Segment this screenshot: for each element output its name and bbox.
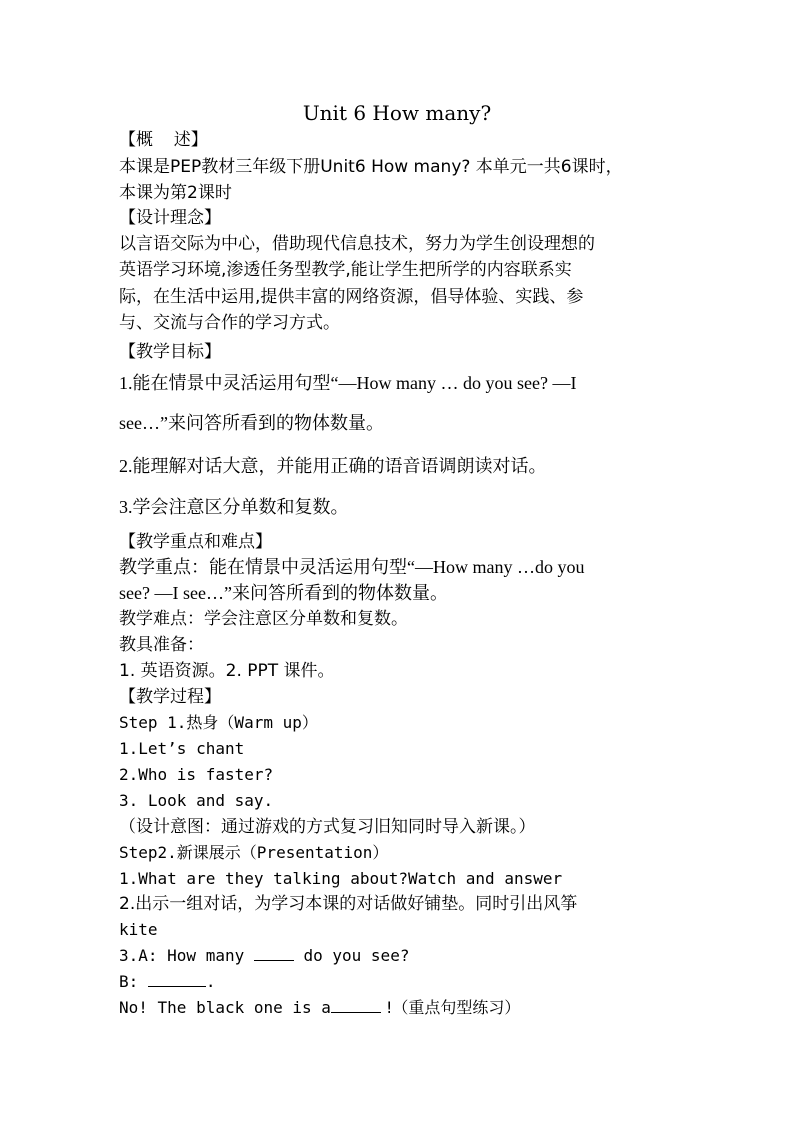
process-heading: 【教学过程】 <box>119 687 221 707</box>
dialog-question-start: 3.A: How many <box>119 946 254 965</box>
objective-2: 2.能理解对话大意，并能用正确的语音语调朗读对话。 <box>119 456 547 476</box>
keypoints-heading: 【教学重点和难点】 <box>119 532 272 552</box>
correction-start: No! The black one is a <box>119 998 331 1017</box>
design-text-line-2: 英语学习环境,渗透任务型教学,能让学生把所学的内容联系实 <box>119 260 572 280</box>
dialog-correction-line <box>119 995 682 1021</box>
objective-1-line-2: see…”来问答所看到的物体数量。 <box>119 413 384 433</box>
step2-title: Step2.新课展示（Presentation） <box>119 843 389 862</box>
answer-blank <box>254 946 294 961</box>
objectives-heading: 【教学目标】 <box>119 342 221 362</box>
step1-item-1: 1.Let’s chant <box>119 739 245 758</box>
objective-1-line-1: 1.能在情景中灵活运用句型“—How many … do you see? —I <box>119 373 577 393</box>
design-heading: 【设计理念】 <box>119 208 221 228</box>
step1-item-2: 2.Who is faster? <box>119 765 274 784</box>
step2-item-3 <box>119 943 682 969</box>
objective-3: 3.学会注意区分单数和复数。 <box>119 497 349 517</box>
answer-blank <box>331 998 381 1013</box>
keypoint-line-2: see? —I see…”来问答所看到的物体数量。 <box>119 583 448 603</box>
difficulty-text: 教学难点：学会注意区分单数和复数。 <box>119 609 408 629</box>
step1-title: Step 1.热身（Warm up） <box>119 713 318 732</box>
overview-heading-close: 述】 <box>173 130 208 150</box>
design-text-line-4: 与、交流与合作的学习方式。 <box>119 313 340 333</box>
step2-item-2-line-1: 2.出示一组对话，为学习本课的对话做好铺垫。同时引出风筝 <box>119 894 578 914</box>
aids-label: 教具准备： <box>119 635 204 655</box>
overview-text-line-1: 本课是PEP教材三年级下册Unit6 How many? 本单元一共6课时， <box>119 157 623 177</box>
overview-heading <box>119 127 682 153</box>
dialog-b-label: B: <box>119 972 148 991</box>
step1-item-3: 3. Look and say. <box>119 791 274 810</box>
step2-item-1: 1.What are they talking about?Watch and answer <box>119 869 563 888</box>
step2-item-2-line-2: kite <box>119 920 158 939</box>
dialog-question-end: do you see? <box>293 946 410 965</box>
overview-text-line-2: 本课为第2课时 <box>119 183 232 203</box>
design-text-line-3: 际，在生活中运用,提供丰富的网络资源，倡导体验、实践、参 <box>119 287 584 307</box>
aids-text: 1. 英语资源。2. PPT 课件。 <box>119 661 335 681</box>
step1-design-intent: （设计意图：通过游戏的方式复习旧知同时导入新课。） <box>119 817 536 837</box>
page-title: Unit 6 How many? <box>302 101 492 125</box>
correction-end: !（重点句型练习） <box>380 998 521 1017</box>
dialog-b-end: . <box>205 972 216 991</box>
keypoint-line-1: 教学重点：能在情景中灵活运用句型“—How many …do you <box>119 557 585 577</box>
answer-blank <box>148 972 206 987</box>
overview-heading-open: 【概 <box>119 130 153 150</box>
dialog-b-line <box>119 969 682 995</box>
design-text-line-1: 以言语交际为中心，借助现代信息技术，努力为学生创设理想的 <box>119 234 595 254</box>
